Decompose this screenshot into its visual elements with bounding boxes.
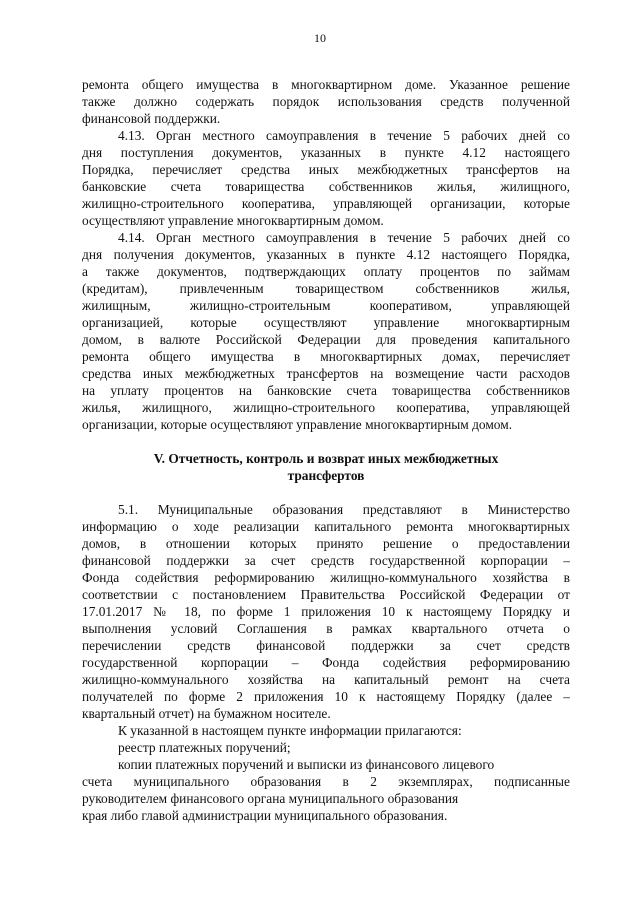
text-line: 4.14. Орган местного самоуправления в течение 5 рабочих дней со xyxy=(118,230,570,245)
text-line: домом, в валюте Российской Федерации для проведения капитального xyxy=(82,332,570,347)
attachments-list xyxy=(82,722,570,773)
text-line: а также документов, подтверждающих оплату процентов по займам xyxy=(82,264,570,279)
section-heading xyxy=(82,450,570,484)
text-line: реестр платежных поручений; xyxy=(118,740,291,755)
text-line: государственной корпорации – Фонда содействия реформированию xyxy=(82,655,570,670)
text-line: ремонта общего имущества в многоквартирном доме. Указанное решение xyxy=(82,77,570,92)
text-line: ремонта общего имущества в многоквартирных домах, перечисляет xyxy=(82,349,570,364)
spacer xyxy=(82,433,570,450)
text-line: Порядка, перечисляет средства иных межбюджетных трансфертов на xyxy=(82,162,570,177)
text-line: выполнения условий Соглашения в рамках квартального отчета о xyxy=(82,621,570,636)
text-line: получателей по форме 2 приложения 10 к настоящему Порядку (далее – xyxy=(82,689,570,704)
text-line: дня поступления документов, указанных в пункте 4.12 настоящего xyxy=(82,145,570,160)
text-line: организации, которые осуществляют управление многоквартирным домом. xyxy=(82,417,513,432)
text-line: К указанной в настоящем пункте информации прилагаются: xyxy=(118,723,462,738)
text-line: средства иных межбюджетных трансфертов на возмещение части расходов xyxy=(82,366,570,381)
text-line: информацию о ходе реализации капитального ремонта многоквартирных xyxy=(82,519,570,534)
text-line: осуществляют управление многоквартирным домом. xyxy=(82,213,384,228)
text-line: перечислении средств финансовой поддержки за счет средств xyxy=(82,638,570,653)
page-number: 10 xyxy=(314,31,326,45)
text-line: банковские счета товарищества собственников жилья, жилищного, xyxy=(82,179,570,194)
text-line: Фонда содействия реформированию жилищно-коммунального хозяйства в xyxy=(82,570,570,585)
attachments-continued xyxy=(82,773,570,824)
text-line: организацией, которые осуществляют управление многоквартирным xyxy=(82,315,570,330)
text-line: финансовой поддержки. xyxy=(82,111,221,126)
text-line: на уплату процентов на банковские счета товарищества собственников xyxy=(82,383,570,398)
text-line: квартальный отчет) на бумажном носителе. xyxy=(82,706,331,721)
text-line: жилищным, жилищно-строительным кооперативом, управляющей xyxy=(82,298,570,313)
text-line: жилищно-коммунального хозяйства на капитальный ремонт на счета xyxy=(82,672,570,687)
text-line: домов, в отношении которых принято решение о предоставлении xyxy=(82,536,570,551)
text-line: 4.13. Орган местного самоуправления в течение 5 рабочих дней со xyxy=(118,128,570,143)
document-body xyxy=(82,76,570,824)
text-line: края либо главой администрации муниципального образования. xyxy=(82,808,448,823)
text-line: 5.1. Муниципальные образования представляют в Министерство xyxy=(118,502,570,517)
text-line: соответствии с постановлением Правительства Российской Федерации от xyxy=(82,587,570,602)
text-line: жилищно-строительного кооператива, управляющей организации, которые xyxy=(82,196,570,211)
heading-line: V. Отчетность, контроль и возврат иных межбюджетных xyxy=(153,451,499,466)
paragraph-4-12-end xyxy=(82,76,570,127)
paragraph-5-1 xyxy=(82,501,570,722)
spacer xyxy=(82,484,570,501)
text-line: дня получения документов, указанных в пункте 4.12 настоящего Порядка, xyxy=(82,247,570,262)
text-line: жилья, жилищного, жилищно-строительного кооператива, управляющей xyxy=(82,400,570,415)
text-line: 17.01.2017 № 18, по форме 1 приложения 10 к настоящему Порядку и xyxy=(82,604,570,619)
heading-line: трансфертов xyxy=(287,468,365,483)
text-line: финансовой поддержки за счет средств государственной корпорации – xyxy=(82,553,570,568)
text-line: также должно содержать порядок использования средств полученной xyxy=(82,94,570,109)
paragraph-4-14 xyxy=(82,229,570,433)
text-line: руководителем финансового органа муниципального образования xyxy=(82,791,459,806)
text-line: (кредитам), привлеченным товариществом собственников жилья, xyxy=(82,281,570,296)
paragraph-4-13 xyxy=(82,127,570,229)
text-line: счета муниципального образования в 2 экземплярах, подписанные xyxy=(82,774,570,789)
text-line: копии платежных поручений и выписки из финансового лицевого xyxy=(118,757,495,772)
